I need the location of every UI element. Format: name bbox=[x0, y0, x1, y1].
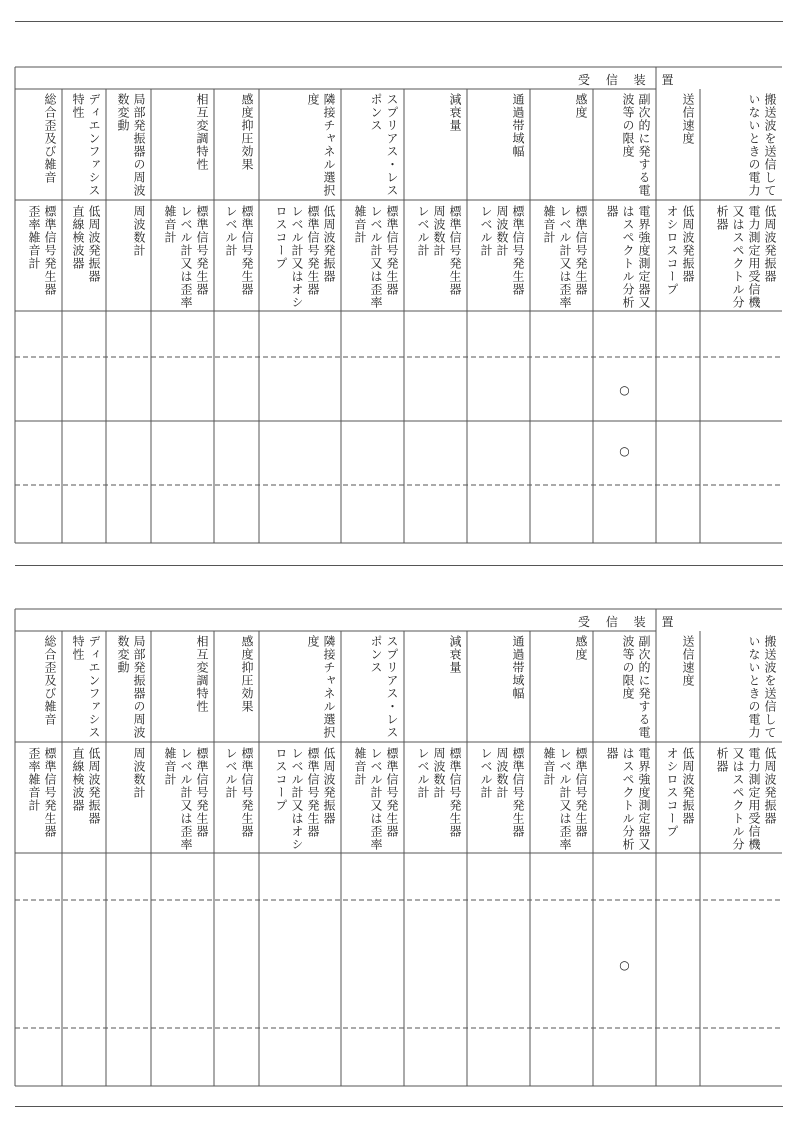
receiver-header-label: 受 信 装 置 bbox=[578, 73, 680, 87]
equipment-label: 低周波発振器 オシロスコープ bbox=[665, 747, 695, 838]
test-item-label: 隣接チャネル選択 度 bbox=[306, 93, 336, 197]
test-item-label: 隣接チャネル選択 度 bbox=[306, 635, 336, 739]
test-item-label: 通過帯域幅 bbox=[511, 93, 525, 158]
equipment-label: 標準信号発生器 レベル計又は歪率 雑音計 bbox=[542, 747, 588, 851]
equipment-label: 標準信号発生器 レベル計又は歪率 雑音計 bbox=[163, 205, 209, 309]
equipment-label: 標準信号発生器 周波数計 レベル計 bbox=[479, 205, 525, 296]
test-item-label: 総合歪及び雑音 bbox=[43, 93, 57, 184]
equipment-label: 標準信号発生器 レベル計又は歪率 雑音計 bbox=[353, 747, 399, 851]
test-item-label: 減衰量 bbox=[448, 635, 462, 674]
check-mark: ○ bbox=[619, 444, 630, 458]
test-item-label: ディエンファシス 特性 bbox=[71, 93, 101, 197]
equipment-label: 標準信号発生器 周波数計 レベル計 bbox=[416, 747, 462, 838]
test-item-label: 総合歪及び雑音 bbox=[43, 635, 57, 726]
equipment-label: 標準信号発生器 レベル計又は歪率 雑音計 bbox=[163, 747, 209, 851]
check-mark: ○ bbox=[619, 383, 630, 397]
test-item-label: 搬送波を送信して いないときの電力 bbox=[747, 93, 777, 197]
equipment-label: 標準信号発生器 周波数計 レベル計 bbox=[416, 205, 462, 296]
test-item-label: 局部発振器の周波 数変動 bbox=[116, 635, 146, 739]
test-item-label: 感度抑圧効果 bbox=[240, 93, 254, 171]
test-item-label: 感度 bbox=[574, 635, 588, 661]
equipment-label: 低周波発振器 電力測定用受信機 又はスペクトル分 析器 bbox=[715, 747, 777, 851]
equipment-label: 低周波発振器 オシロスコープ bbox=[665, 205, 695, 296]
equipment-label: 低周波発振器 直線検波器 bbox=[71, 205, 101, 283]
test-item-label: スプリアス・レス ポンス bbox=[369, 635, 399, 739]
equipment-label: 電界強度測定器又 はスペクトル分析 器 bbox=[605, 205, 651, 309]
test-item-label: 送信速度 bbox=[681, 635, 695, 687]
equipment-label: 低周波発振器 標準信号発生器 レベル計又はオシ ロスコープ bbox=[274, 747, 336, 851]
test-item-label: 感度 bbox=[574, 93, 588, 119]
equipment-label: 低周波発振器 電力測定用受信機 又はスペクトル分 析器 bbox=[715, 205, 777, 309]
receiver-header-label: 受 信 装 置 bbox=[578, 615, 680, 629]
equipment-label: 標準信号発生器 レベル計又は歪率 雑音計 bbox=[542, 205, 588, 309]
test-item-label: 副次的に発する電 波等の限度 bbox=[621, 93, 651, 197]
equipment-label: 電界強度測定器又 はスペクトル分析 器 bbox=[605, 747, 651, 851]
equipment-label: 標準信号発生器 歪率雑音計 bbox=[27, 205, 57, 296]
test-item-label: スプリアス・レス ポンス bbox=[369, 93, 399, 197]
equipment-label: 標準信号発生器 レベル計 bbox=[224, 205, 254, 296]
test-item-label: 感度抑圧効果 bbox=[240, 635, 254, 713]
test-item-label: 相互変調特性 bbox=[195, 635, 209, 713]
equipment-label: 低周波発振器 直線検波器 bbox=[71, 747, 101, 825]
equipment-label: 低周波発振器 標準信号発生器 レベル計又はオシ ロスコープ bbox=[274, 205, 336, 309]
equipment-label: 標準信号発生器 レベル計 bbox=[224, 747, 254, 838]
test-item-label: ディエンファシス 特性 bbox=[71, 635, 101, 739]
test-item-label: 副次的に発する電 波等の限度 bbox=[621, 635, 651, 739]
test-item-label: 搬送波を送信して いないときの電力 bbox=[747, 635, 777, 739]
test-item-label: 減衰量 bbox=[448, 93, 462, 132]
equipment-label: 標準信号発生器 周波数計 レベル計 bbox=[479, 747, 525, 838]
equipment-label: 周波数計 bbox=[132, 747, 146, 799]
equipment-label: 周波数計 bbox=[132, 205, 146, 257]
test-item-label: 通過帯域幅 bbox=[511, 635, 525, 700]
test-item-label: 相互変調特性 bbox=[195, 93, 209, 171]
check-mark: ○ bbox=[619, 958, 630, 972]
equipment-label: 標準信号発生器 歪率雑音計 bbox=[27, 747, 57, 838]
test-item-label: 局部発振器の周波 数変動 bbox=[116, 93, 146, 197]
equipment-label: 標準信号発生器 レベル計又は歪率 雑音計 bbox=[353, 205, 399, 309]
test-item-label: 送信速度 bbox=[681, 93, 695, 145]
